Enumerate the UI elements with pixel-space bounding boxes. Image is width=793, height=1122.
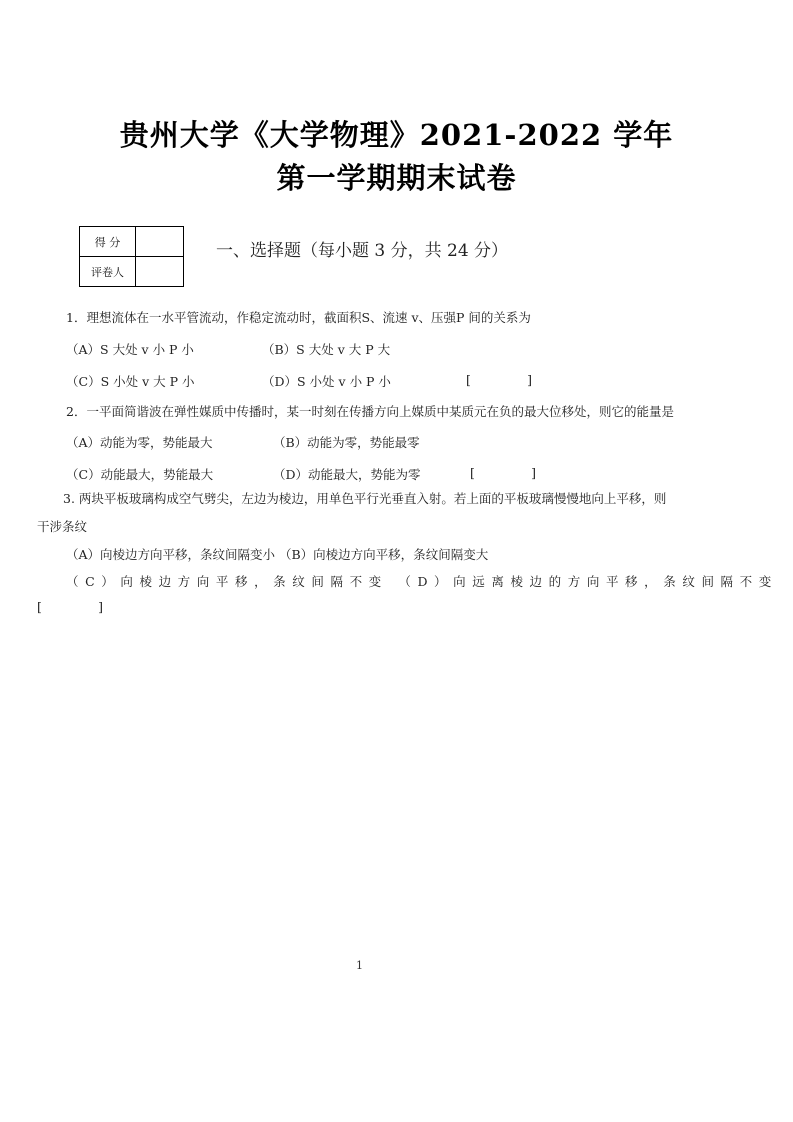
question-2-option-c: （C）动能最大，势能最大: [66, 467, 214, 482]
question-2-option-a: （A）动能为零，势能最大: [66, 435, 213, 450]
page-number: 1: [356, 959, 363, 972]
exam-title-line2: 第一学期期末试卷: [276, 161, 517, 195]
question-3-options-ab: （A）向棱边方向平移，条纹间隔变小 （B）向棱边方向平移，条纹间隔变大: [66, 547, 489, 562]
question-3-stem-line1: 3. 两块平板玻璃构成空气劈尖，左边为棱边，用单色平行光垂直入射。若上面的平板玻璃慢慢地向上平移，则: [63, 491, 667, 506]
question-2-stem: 2．一平面简谐波在弹性媒质中传播时，某一时刻在传播方向上媒质中某质元在负的最大位移处，则它的能量是: [66, 404, 674, 419]
question-3-options-cd: （C）向棱边方向平移，条纹间隔不变 （D）向远离棱边的方向平移，条纹间隔不变: [66, 574, 778, 589]
question-3-stem-line2: 干涉条纹: [37, 519, 88, 534]
score-label: 得 分: [80, 227, 136, 257]
score-value-cell: [136, 227, 184, 257]
question-2-option-d: （D）动能最大，势能为零: [273, 467, 421, 482]
score-table: [79, 226, 184, 287]
grader-value-cell: [136, 257, 184, 287]
section-title: 一、选择题（每小题 3 分，共 24 分）: [216, 241, 509, 261]
score-row: [80, 227, 184, 257]
question-1-option-b: （B）S 大处 v 大 P 大: [262, 342, 391, 357]
question-1-option-a: （A）S 大处 v 小 P 小: [66, 342, 194, 357]
grader-row: [80, 257, 184, 287]
question-1-option-d: （D）S 小处 v 小 P 小: [262, 374, 391, 389]
question-1-stem: 1．理想流体在一水平管流动，作稳定流动时，截面积S、流速 v、压强P 间的关系为: [66, 310, 531, 325]
question-2-option-b: （B）动能为零，势能最零: [273, 435, 420, 450]
question-1-option-c: （C）S 小处 v 大 P 小: [66, 374, 195, 389]
exam-title-line1: 贵州大学《大学物理》2021-2022 学年: [119, 118, 674, 152]
grader-label: 评卷人: [80, 257, 136, 287]
